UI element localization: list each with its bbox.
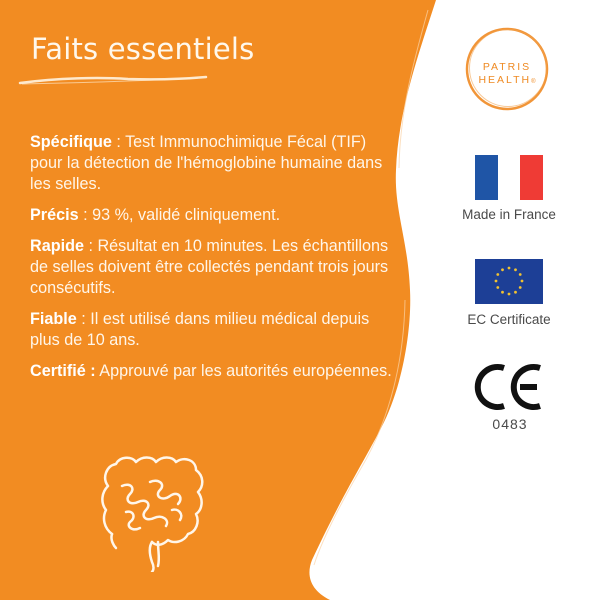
fact-text: 93 %, validé cliniquement. (92, 206, 281, 224)
patris-health-logo-text: PATRIS HEALTH® (478, 61, 536, 86)
fact-label: Fiable (30, 310, 77, 328)
made-in-france-label: Made in France (462, 207, 556, 222)
ce-notified-body-number: 0483 (492, 416, 528, 432)
facts-list (30, 132, 400, 392)
fact-precis: Précis : 93 %, validé cliniquement. (30, 206, 281, 224)
fact-text: Il est utilisé dans milieu médical depuis plus de 10 ans. (30, 310, 370, 349)
fact-fiable: Fiable : Il est utilisé dans milieu médical depuis plus de 10 ans. (30, 310, 370, 349)
fact-certifie (30, 361, 400, 382)
fact-label: Spécifique (30, 133, 112, 151)
fact-text: Résultat en 10 minutes. Les échantillons de selles doivent être collectés pendant trois jours consécutifs. (30, 237, 389, 297)
fact-specifique: Spécifique : Test Immunochimique Fécal (TIF) pour la détection de l'hémoglobine humaine dans les selles. (30, 133, 383, 193)
fact-rapide: Rapide : Résultat en 10 minutes. Les échantillons de selles doivent être collectés pendant trois jours consécutifs. (30, 237, 389, 297)
fact-text: Test Immunochimique Fécal (TIF) pour la détection de l'hémoglobine humaine dans les selles. (30, 133, 383, 193)
fact-label: Précis (30, 206, 79, 224)
brush-underline (18, 74, 208, 88)
ec-certificate-label: EC Certificate (467, 312, 551, 327)
eu-flag-icon (475, 259, 543, 304)
fact-label: Certifié : (30, 362, 96, 380)
intestine-icon (100, 452, 210, 572)
fact-text: Approuvé par les autorités européennes. (99, 362, 392, 380)
fact-label: Rapide (30, 237, 84, 255)
ce-mark-icon (474, 362, 544, 412)
page-title: Faits essentiels (31, 32, 255, 66)
france-flag-icon (475, 155, 543, 200)
